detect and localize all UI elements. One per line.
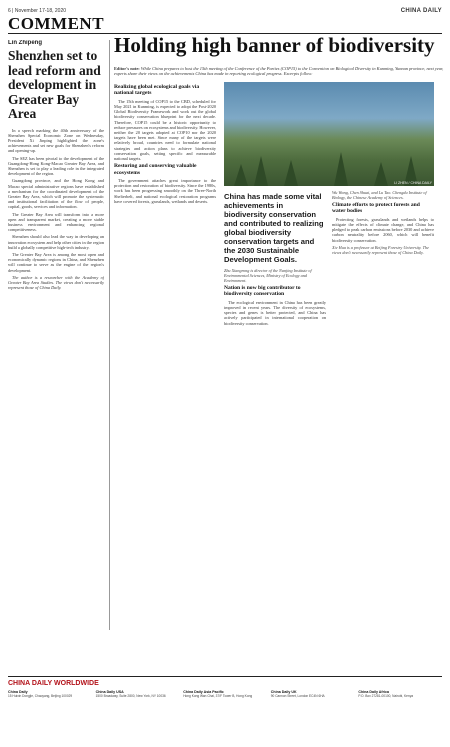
paragraph: The ecological environment in China has been greatly improved in recent years. The diversity of ecosystems, species and genes is better protected, and China has actively participated in international cooperation on biodiversity conservation. xyxy=(224,299,326,326)
office-name: China Daily USA xyxy=(95,690,124,694)
tree-shape xyxy=(254,156,268,186)
main-headline: Holding high banner of biodiversity xyxy=(114,33,435,57)
section-body xyxy=(224,300,326,326)
contact-cell xyxy=(358,690,442,698)
office-name: China Daily UK xyxy=(270,690,297,694)
paragraph: The government attaches great importance to the protection and restoration of biodiversity. Since the 1980s, work has been progressing smoothly on the Three-North Shelterbelt, and national ecological restoration programs have covered forests, grasslands, wetlands and deserts. xyxy=(114,178,216,204)
pull-quote: China has made some vital achievements in biodiversity conservation and contributed to realizing global biodiversity conservation targets and the 2030 Sustainable Development Goals. xyxy=(224,192,324,264)
section-body xyxy=(114,178,216,204)
forest-photo xyxy=(224,82,434,186)
contact-cell xyxy=(271,690,355,698)
paragraph: The SEZ has been pivotal to the development of the Guangdong-Hong Kong-Macao Greater Bay Area, and Shenzhen is set to play a leading role in the integrated development of the region. xyxy=(8,155,104,177)
column-divider xyxy=(109,40,110,630)
main-article-columns xyxy=(114,82,444,672)
contact-cell xyxy=(183,690,267,698)
column-1 xyxy=(114,82,216,672)
subhead: Realizing global ecological goals via national targets xyxy=(114,84,200,97)
office-name: China Daily Africa xyxy=(358,690,389,694)
paragraph: Protecting forests, grasslands and wetlands helps to mitigate the effects of climate change, and China has pledged to peak carbon emissions before 2030 and achieve carbon neutrality before 2060, which will benefit biodiversity conservation. xyxy=(332,216,434,243)
column-2-3 xyxy=(224,82,434,672)
contact-cell xyxy=(8,690,92,698)
author-byline: Lin Zhipeng xyxy=(8,40,42,46)
paragraph: Shenzhen should also lead the way in developing an innovation ecosystem and help other cities in the region build a globally competitive high-tech industry. xyxy=(8,234,104,250)
office-name: China Daily Asia Pacific xyxy=(183,690,224,694)
section-title: COMMENT xyxy=(8,14,105,33)
paragraph: The 15th meeting of COP15 to the CBD, scheduled for May 2021 in Kunming, is expected to adopt the Post-2020 Global Biodiversity Framework and work out the global biodiversity conservation blueprint for the next decade. Therefore, COP15 could be a historic opportunity to reduce pressures on ecosystems and biodiversity. However, neither the 20 targets adopted at COP10 nor the 2020 targets have been met. Since many of the targets were relatively broad, countries need to formulate national strategies and action plans to achieve biodiversity conservation goals, setting specific and measurable national targets. xyxy=(114,98,216,162)
office-name: China Daily xyxy=(8,690,28,694)
office-address: P.O. Box 27281-00100, Nairobi, Kenya xyxy=(358,694,414,698)
paragraph: In a speech marking the 40th anniversary of the Shenzhen Special Economic Zone on Wednesday, President Xi Jinping highlighted the zone's achievements and set new goals for Shenzhen's reform and opening-up. xyxy=(8,127,104,154)
tree-shape xyxy=(334,152,348,186)
office-address: 1500 Broadway, Suite 2800, New York, NY 10036 xyxy=(95,694,166,698)
editor-note xyxy=(114,66,444,77)
left-article-title: Shenzhen set to lead reform and development in Greater Bay Area xyxy=(8,48,101,121)
section-header xyxy=(8,14,448,34)
column-3 xyxy=(332,188,434,328)
contact-cell xyxy=(96,690,180,698)
page-date: 6 | November 17-18, 2020 xyxy=(8,8,67,14)
subhead: Climate efforts to protect forests and water bodies xyxy=(332,202,420,215)
footer xyxy=(8,676,442,743)
office-address: 15 Huixin Dongjie, Chaoyang, Beijing 100029 xyxy=(8,694,73,698)
author-note: Xie Hua is a professor at Beijing Forestry University. The views don't necessarily represent those of China Daily. xyxy=(332,244,429,255)
paper-name: CHINA DAILY xyxy=(400,8,442,14)
tree-shape xyxy=(234,164,248,186)
section-body xyxy=(332,217,434,243)
office-address: Hong Kong Wan Chai, 37/F Tower B, Hong Kong xyxy=(183,694,253,698)
left-article-body xyxy=(8,128,104,291)
section-body xyxy=(114,99,216,161)
footer-title: CHINA DAILY WORLDWIDE xyxy=(8,680,99,687)
author-bio: The author is a researcher with the Academy of Greater Bay Area Studies. The views don't necessarily represent those of China Daily. xyxy=(8,274,104,291)
editor-note-text: While China prepares to host the 15th meeting of the Conference of the Parties (COP15) to the Convention on Biological Diversity in Kunming, Yunnan province, next year, experts share their views on the achievements China has made in reporting ecological progress. Excerpts follow: xyxy=(114,66,444,77)
author-note: Zhu Xiangrong is director of the Nanjing Institute of Environmental Sciences, Ministry of Ecology and Environment. xyxy=(224,268,312,283)
tree-shape xyxy=(284,160,298,186)
office-address: 90 Cannon Street, London EC4N 6HA xyxy=(270,694,325,698)
tree-shape xyxy=(374,162,388,186)
left-article xyxy=(8,40,104,630)
paragraph: The Greater Bay Area is among the most open and economically dynamic regions in China, and Shenzhen will continue to serve as the engine of the region's development. xyxy=(8,251,104,273)
subhead: Nation is now big contributor to biodiversity conservation xyxy=(224,285,301,298)
paragraph: Guangdong province, and the Hong Kong and Macao special administrative regions have established a mechanism for the coordinated development of the Greater Bay Area, which will promote the systematic and institutional facilitation of the flow of people, capital, goods, services and information. xyxy=(8,178,104,210)
pull-quote-block xyxy=(224,188,326,328)
photo-credit: LI ZHEN / CHINA DAILY xyxy=(394,181,432,185)
editor-note-label: Editor's note: xyxy=(114,66,140,71)
author-note: Wu Wang, Chen Shuai, and Lu Tao. Chengdu Institute of Biology, the Chinese Academy of Sciences. xyxy=(332,190,427,200)
paragraph: The Greater Bay Area will transform into a more open and transparent market, creating a more stable business environment and enhancing regional competitiveness. xyxy=(8,211,104,233)
subhead: Restoring and conserving valuable ecosystems xyxy=(114,163,197,176)
footer-contacts xyxy=(8,690,442,698)
